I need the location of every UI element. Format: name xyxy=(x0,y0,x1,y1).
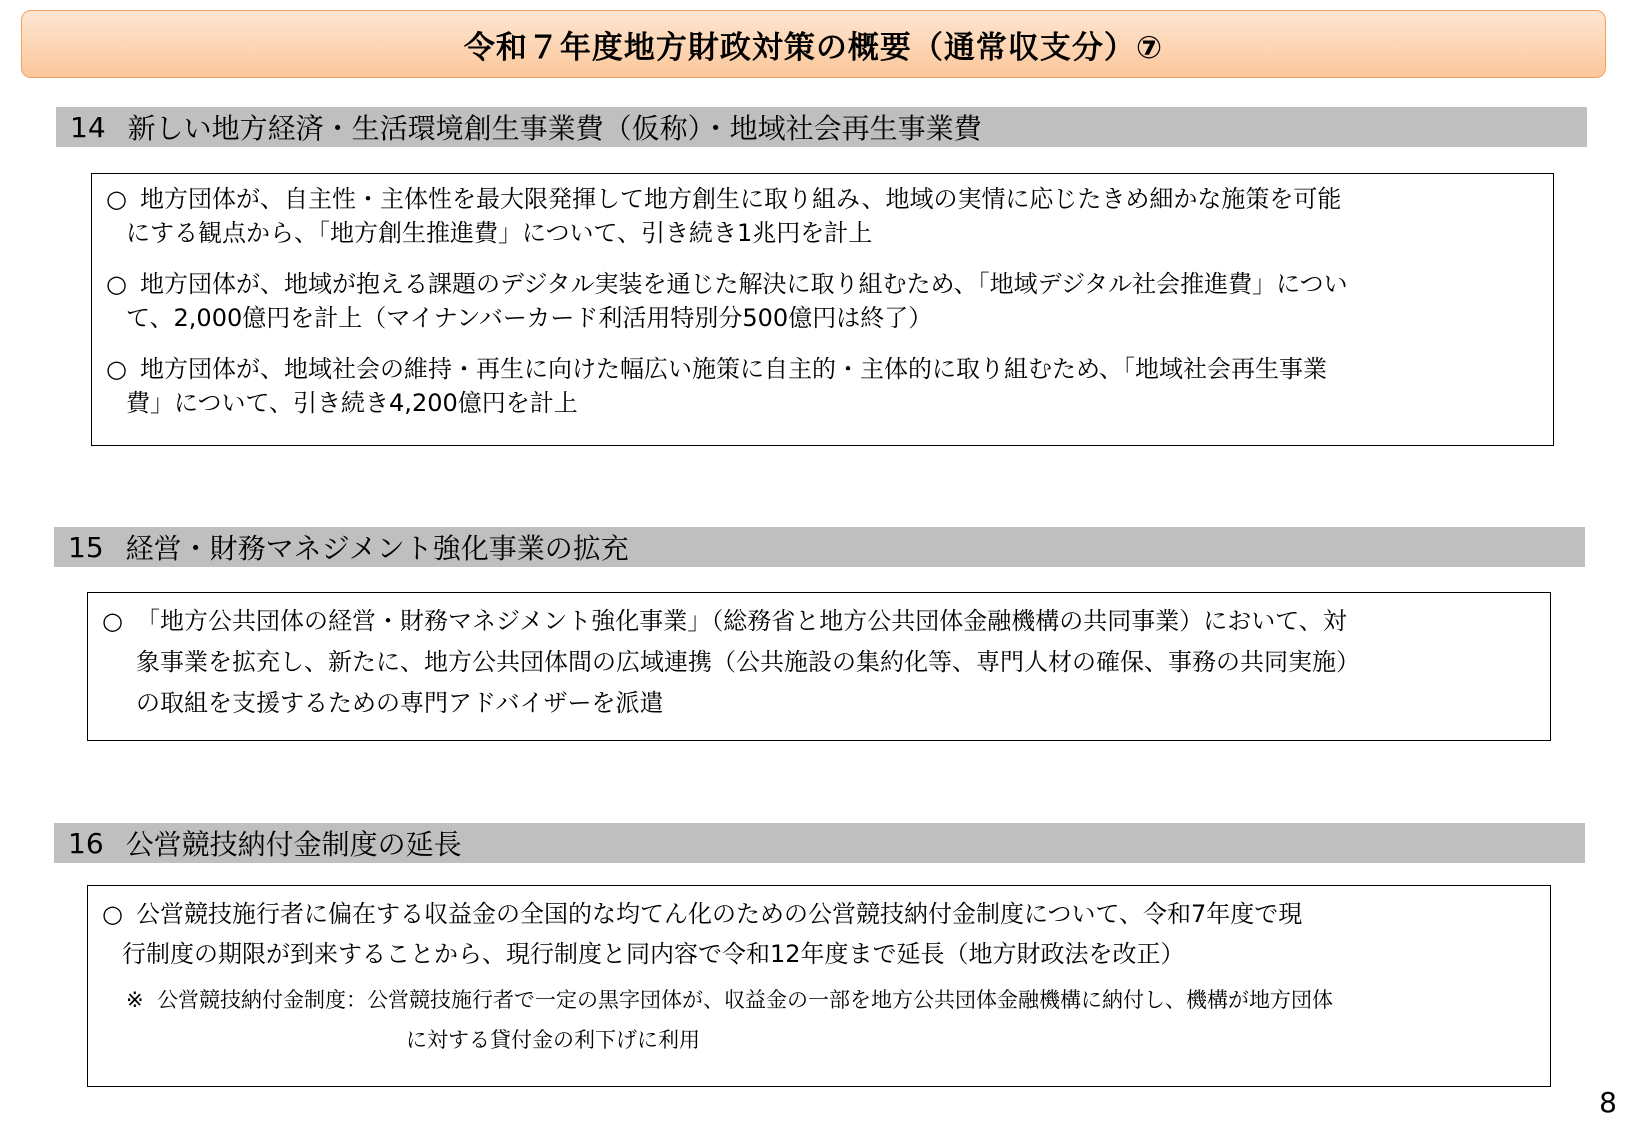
item-text: 象事業を拡充し、新たに、地方公共団体間の広域連携（公共施設の集約化等、専門人材の確保、事務の共同実施） xyxy=(136,648,1360,676)
bullet-item xyxy=(106,352,1539,420)
item-text: にする観点から、「地方創生推進費」について、引き続き1兆円を計上 xyxy=(126,219,873,247)
section-title: 公営競技納付金制度の延長 xyxy=(125,828,462,861)
section-16-heading xyxy=(54,823,1585,863)
section-number: 15 xyxy=(68,530,104,564)
bullet-item xyxy=(102,601,1536,724)
section-14-heading xyxy=(56,107,1587,147)
circle-bullet-icon: ○ xyxy=(106,185,127,213)
note-text: に対する貸付金の利下げに利用 xyxy=(406,1028,700,1052)
note-mark: ※ xyxy=(126,988,144,1012)
circle-bullet-icon: ○ xyxy=(106,355,127,383)
item-text: 地方団体が、地域が抱える課題のデジタル実装を通じた解決に取り組むため、「地域デジタル社会推進費」につい xyxy=(140,270,1348,298)
section-15-heading xyxy=(54,527,1585,567)
item-text: 「地方公共団体の経営・財務マネジメント強化事業」（総務省と地方公共団体金融機構の共同事業）において、対 xyxy=(136,607,1347,635)
section-number: 14 xyxy=(70,110,106,144)
section-number: 16 xyxy=(68,826,104,860)
bullet-item xyxy=(106,182,1539,250)
item-text: 地方団体が、自主性・主体性を最大限発揮して地方創生に取り組み、地域の実情に応じたきめ細かな施策を可能 xyxy=(140,185,1342,213)
section-14-box xyxy=(91,173,1554,446)
item-text: の取組を支援するための専門アドバイザーを派遣 xyxy=(136,689,664,717)
page-title: 令和７年度地方財政対策の概要（通常収支分）⑦ xyxy=(21,10,1606,78)
item-text: て、2,000億円を計上（マイナンバーカード利活用特別分500億円は終了） xyxy=(126,304,933,332)
page-number: 8 xyxy=(1599,1086,1617,1119)
section-title: 新しい地方経済・生活環境創生事業費（仮称）・地域社会再生事業費 xyxy=(127,112,982,145)
item-text: 行制度の期限が到来することから、現行制度と同内容で令和12年度まで延長（地方財政法を改正） xyxy=(122,940,1185,968)
item-text: 公営競技施行者に偏在する収益金の全国的な均てん化のための公営競技納付金制度について、令和7年度で現 xyxy=(136,900,1303,928)
bullet-item xyxy=(106,267,1539,335)
circle-bullet-icon: ○ xyxy=(102,607,123,635)
circle-bullet-icon: ○ xyxy=(106,270,127,298)
footnote xyxy=(102,980,1536,1060)
section-title: 経営・財務マネジメント強化事業の拡充 xyxy=(125,532,629,565)
bullet-item xyxy=(102,894,1536,974)
item-text: 地方団体が、地域社会の維持・再生に向けた幅広い施策に自主的・主体的に取り組むため、「地域社会再生事業 xyxy=(140,355,1328,383)
circle-bullet-icon: ○ xyxy=(102,900,123,928)
section-15-box xyxy=(87,592,1551,741)
item-text: 費」について、引き続き4,200億円を計上 xyxy=(126,389,578,417)
section-16-box xyxy=(87,885,1551,1087)
note-text: 公営競技納付金制度：公営競技施行者で一定の黒字団体が、収益金の一部を地方公共団体金融機構に納付し、機構が地方団体 xyxy=(156,988,1333,1012)
